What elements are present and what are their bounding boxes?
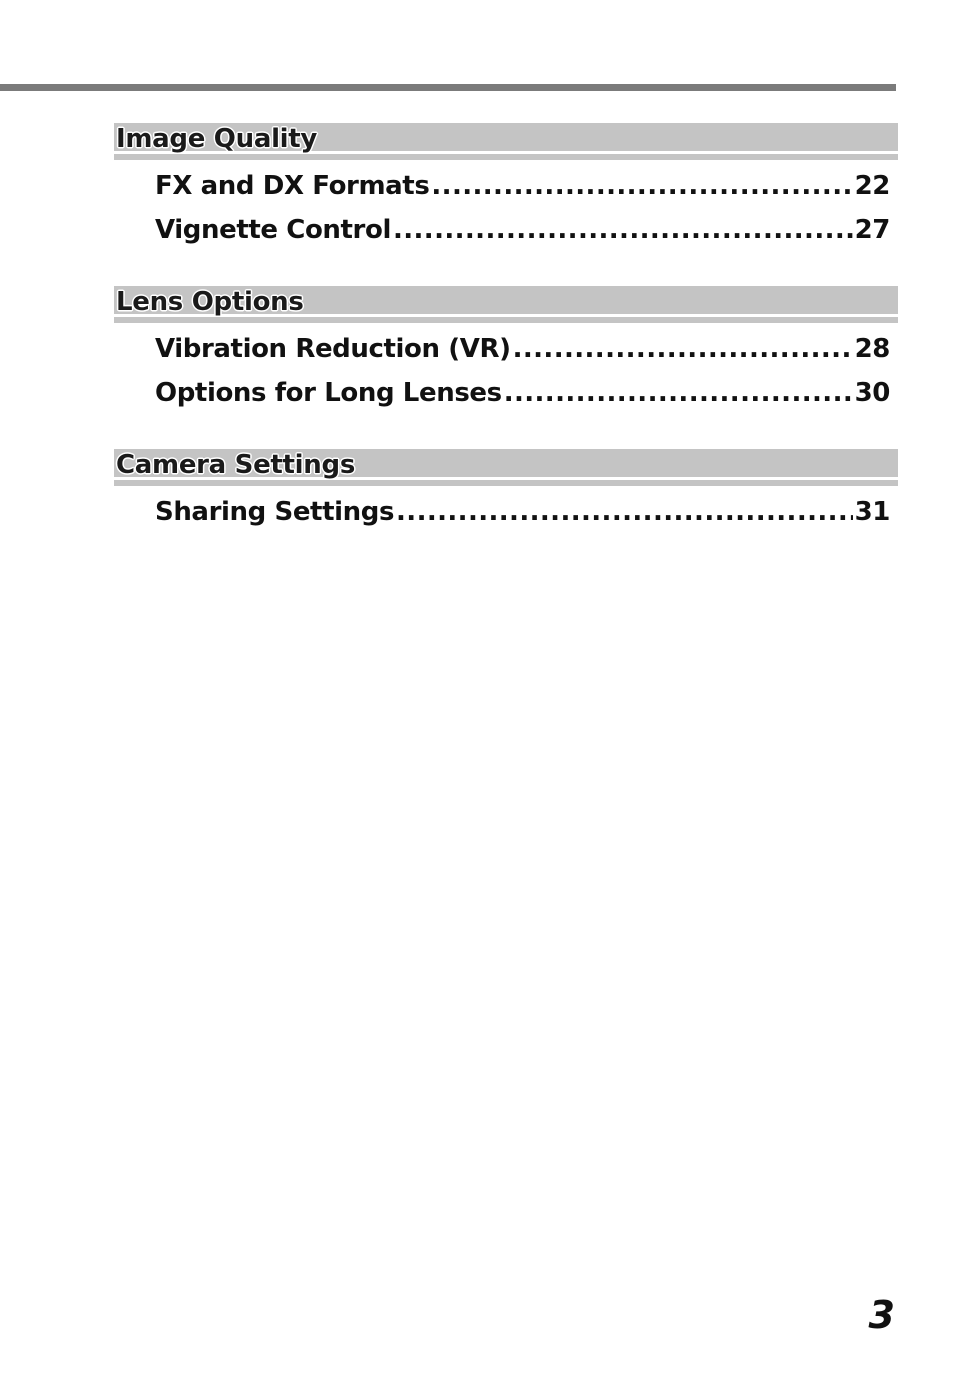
section-title: Image Quality	[116, 124, 318, 154]
toc-entry-label: Vignette Control	[155, 215, 391, 245]
toc-section-camera-settings	[114, 449, 898, 534]
toc-entry[interactable]	[155, 164, 890, 208]
dot-leader	[393, 208, 853, 252]
toc-entry-label: FX and DX Formats	[155, 171, 430, 201]
toc-entry-label: Vibration Reduction (VR)	[155, 334, 511, 364]
toc-entries	[114, 164, 898, 252]
toc-entry-label: Sharing Settings	[155, 497, 395, 527]
toc-entry[interactable]	[155, 208, 890, 252]
toc-section-image-quality	[114, 123, 898, 252]
toc-entry-page: 30	[854, 378, 890, 408]
toc-entries	[114, 490, 898, 534]
section-title: Camera Settings	[116, 450, 355, 480]
toc-section-lens-options	[114, 286, 898, 415]
top-rule	[0, 84, 896, 91]
toc-entry[interactable]	[155, 371, 890, 415]
dot-leader	[504, 371, 853, 415]
toc-entry-page: 27	[854, 215, 890, 245]
section-title: Lens Options	[116, 287, 304, 317]
page-number: 3	[868, 1293, 895, 1337]
toc-entry[interactable]	[155, 490, 890, 534]
toc-entry[interactable]	[155, 327, 890, 371]
toc-entry-page: 31	[854, 497, 890, 527]
toc-entries	[114, 327, 898, 415]
toc-entry-page: 22	[854, 171, 890, 201]
section-band	[114, 286, 898, 323]
toc-entry-label: Options for Long Lenses	[155, 378, 502, 408]
section-band	[114, 449, 898, 486]
toc-entry-page: 28	[854, 334, 890, 364]
dot-leader	[431, 164, 852, 208]
dot-leader	[396, 490, 853, 534]
dot-leader	[513, 327, 853, 371]
table-of-contents	[114, 123, 898, 568]
section-band	[114, 123, 898, 160]
